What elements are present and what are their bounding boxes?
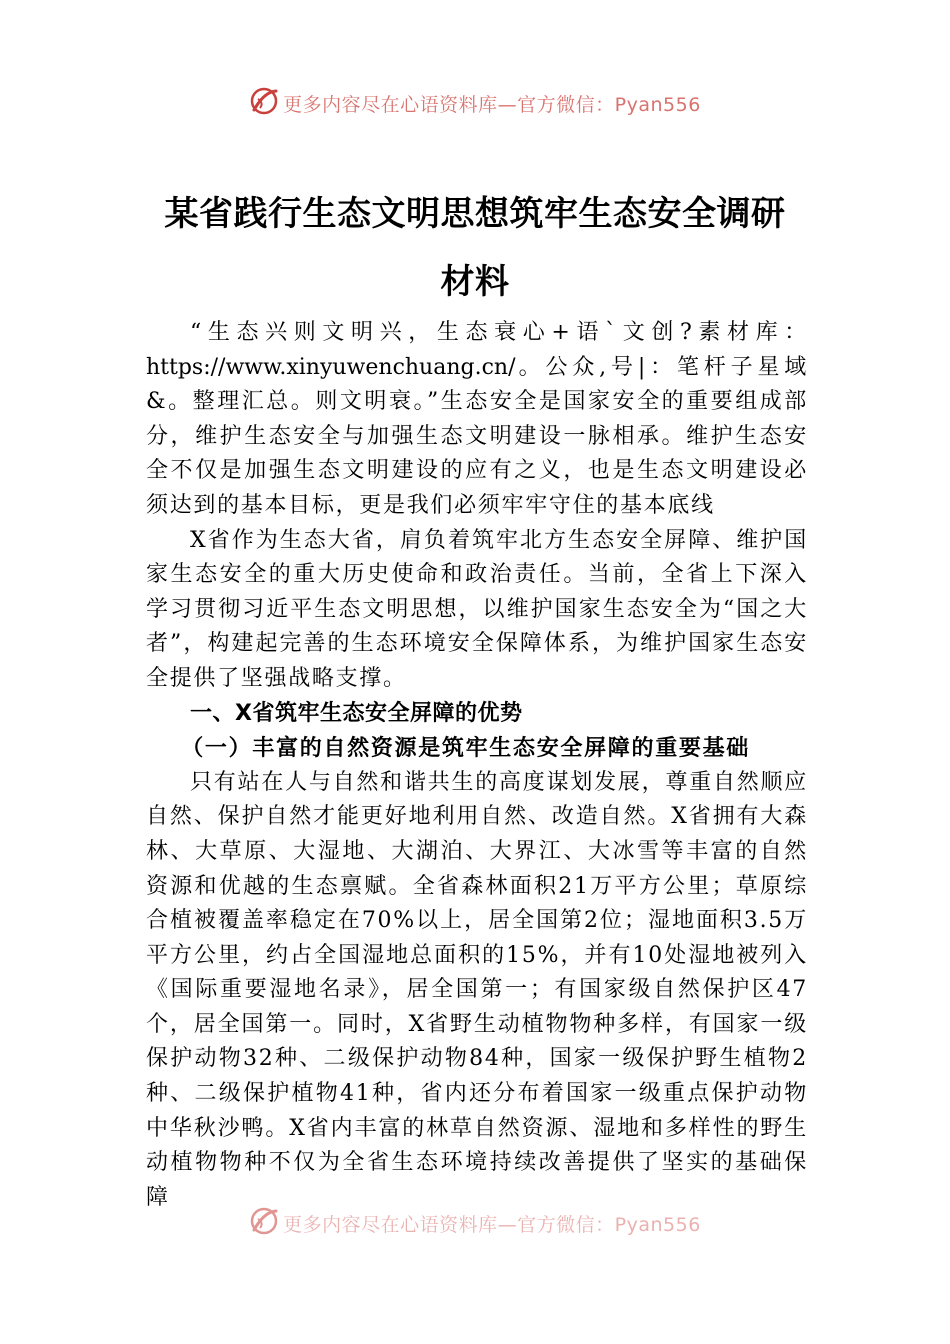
document-body <box>146 316 808 1215</box>
watermark-text: 更多内容尽在心语资料库—官方微信：Pyan556 <box>283 94 701 116</box>
intro-paragraph <box>146 316 808 524</box>
intro-text-a: “生态兴则文明兴，生态衰心+语`文创?素材库： <box>190 320 808 345</box>
section-heading-1: 一、X省筑牢生态安全屏障的优势 <box>190 700 523 726</box>
watermark-logo-icon <box>249 86 279 121</box>
watermark-logo-icon <box>249 1206 279 1241</box>
intro-text-b: 。公众,号|：笔杆子星域&。整理汇总。则文明衰。”生态安全是国家安全的重要组成部分，维护生态安全与加强生态文明建设一脉相承。维护生态安全不仅是加强生态文明建设的应有之义，也是生态文明建设必须达到的基本目标，更是我们必须牢牢守住的基本底线 <box>146 354 808 518</box>
watermark-footer <box>0 1206 950 1241</box>
watermark-text: 更多内容尽在心语资料库—官方微信：Pyan556 <box>283 1214 701 1236</box>
paragraph-2: X省作为生态大省，肩负着筑牢北方生态安全屏障、维护国家生态安全的重大历史使命和政治责任。当前，全省上下深入学习贯彻习近平生态文明思想，以维护国家生态安全为“国之大者”，构建起完善的生态环境安全保障体系，为维护国家生态安全提供了坚强战略支撑。 <box>146 527 808 691</box>
document-title-line1: 某省践行生态文明思想筑牢生态安全调研 <box>164 194 786 234</box>
watermark-header <box>0 86 950 121</box>
document-title-line2: 材料 <box>440 262 510 302</box>
intro-url: https://www.xinyuwenchuang.cn/ <box>146 354 516 380</box>
paragraph-3: 只有站在人与自然和谐共生的高度谋划发展，尊重自然顺应自然、保护自然才能更好地利用自然、改造自然。X省拥有大森林、大草原、大湿地、大湖泊、大界江、大冰雪等丰富的自然资源和优越的生态禀赋。全省森林面积21万平方公里；草原综合植被覆盖率稳定在70%以上，居全国第2位；湿地面积3.5万平方公里，约占全国湿地总面积的15%，并有10处湿地被列入《国际重要湿地名录》，居全国第一；有国家级自然保护区47个，居全国第一。同时，X省野生动植物物种多样，有国家一级保护动物32种、二级保护动物84种，国家一级保护野生植物2种、二级保护植物41种，省内还分布着国家一级重点保护动物中华秋沙鸭。X省内丰富的林草自然资源、湿地和多样性的野生动植物物种不仅为全省生态环境持续改善提供了坚实的基础保障 <box>146 769 808 1210</box>
subsection-heading-1: （一）丰富的自然资源是筑牢生态安全屏障的重要基础 <box>181 735 750 762</box>
